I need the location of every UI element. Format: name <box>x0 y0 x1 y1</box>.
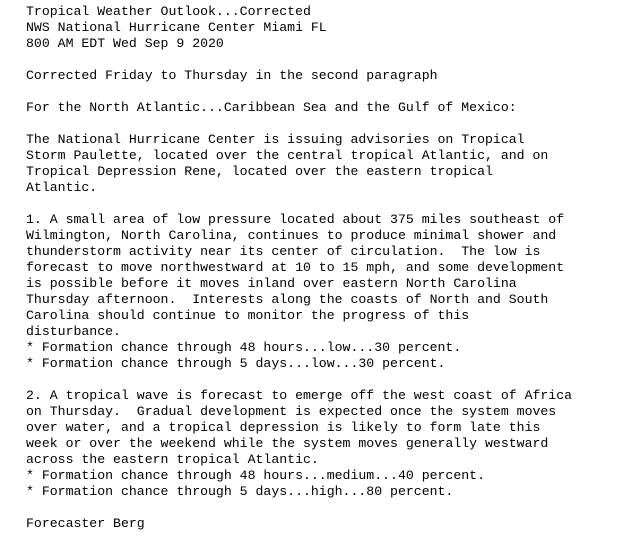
system-1-line: Thursday afternoon. Interests along the coasts of North and South <box>26 292 549 307</box>
system-1-line: thunderstorm activity near its center of circulation. The low is <box>26 244 541 259</box>
system-2-chance-5d: * Formation chance through 5 days...high...80 percent. <box>26 484 454 499</box>
intro-line: Atlantic. <box>26 180 98 195</box>
system-2-line: week or over the weekend while the system moves generally westward <box>26 436 549 451</box>
system-1-chance-48h: * Formation chance through 48 hours...low...30 percent. <box>26 340 462 355</box>
system-1-line: is possible before it moves inland over eastern North Carolina <box>26 276 517 291</box>
intro-line: Tropical Depression Rene, located over the eastern tropical <box>26 164 493 179</box>
forecaster-signature: Forecaster Berg <box>26 516 145 531</box>
system-1-line: disturbance. <box>26 324 121 339</box>
system-2-chance-48h: * Formation chance through 48 hours...medium...40 percent. <box>26 468 485 483</box>
correction-note: Corrected Friday to Thursday in the second paragraph <box>26 68 438 83</box>
issue-time: 800 AM EDT Wed Sep 9 2020 <box>26 36 224 51</box>
system-2-line: across the eastern tropical Atlantic. <box>26 452 319 467</box>
spacer <box>26 52 626 68</box>
spacer <box>26 196 626 212</box>
system-2-line: 2. A tropical wave is forecast to emerge off the west coast of Africa <box>26 388 573 403</box>
system-1-line: 1. A small area of low pressure located about 375 miles southeast of <box>26 212 565 227</box>
intro-paragraph <box>26 132 626 196</box>
outlook-document <box>26 4 626 532</box>
system-1-paragraph <box>26 212 626 372</box>
system-2-line: over water, and a tropical depression is likely to form late this <box>26 420 541 435</box>
system-1-line: Wilmington, North Carolina, continues to produce minimal shower and <box>26 228 557 243</box>
issuing-office: NWS National Hurricane Center Miami FL <box>26 20 327 35</box>
spacer <box>26 116 626 132</box>
spacer <box>26 84 626 100</box>
intro-line: The National Hurricane Center is issuing advisories on Tropical <box>26 132 525 147</box>
outlook-title: Tropical Weather Outlook...Corrected <box>26 4 311 19</box>
system-1-line: Carolina should continue to monitor the progress of this <box>26 308 470 323</box>
intro-line: Storm Paulette, located over the central tropical Atlantic, and on <box>26 148 549 163</box>
region-heading: For the North Atlantic...Caribbean Sea and the Gulf of Mexico: <box>26 100 517 115</box>
spacer <box>26 372 626 388</box>
system-1-chance-5d: * Formation chance through 5 days...low...30 percent. <box>26 356 446 371</box>
system-2-paragraph <box>26 388 626 500</box>
system-1-line: forecast to move northwestward at 10 to 15 mph, and some development <box>26 260 565 275</box>
system-2-line: on Thursday. Gradual development is expected once the system moves <box>26 404 557 419</box>
spacer <box>26 500 626 516</box>
